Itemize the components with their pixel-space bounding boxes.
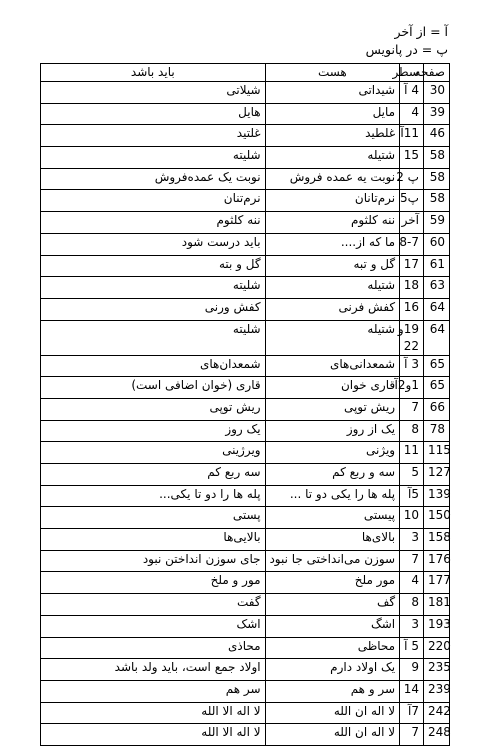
wrong-text-cell: غلطید (265, 125, 400, 147)
table-row (41, 637, 450, 659)
correct-text-cell: غلتید (41, 125, 266, 147)
wrong-text-cell: قاری خوان (265, 377, 400, 399)
correct-text-cell: نرم‌تنان (41, 190, 266, 212)
page-cell: 150 (423, 507, 449, 529)
page-cell: 139 (423, 485, 449, 507)
page-cell: 115 (423, 442, 449, 464)
page-cell: 39 (423, 103, 449, 125)
page-cell: 58 (423, 168, 449, 190)
correct-text-cell: شیلاتی (41, 82, 266, 104)
correct-text-cell: پستی (41, 507, 266, 529)
wrong-text-cell: شتیله (265, 277, 400, 299)
correct-text-cell: مور و ملخ (41, 572, 266, 594)
page-cell: 158 (423, 529, 449, 551)
wrong-text-cell: سوزن می‌انداختی جا نبود (265, 550, 400, 572)
legend-in-footnote: پ = در پانویس (365, 42, 448, 57)
line-cell: 8 (400, 420, 424, 442)
correct-text-cell: محاذی (41, 637, 266, 659)
line-cell: 7 (400, 398, 424, 420)
correct-text-cell: هایل (41, 103, 266, 125)
table-row (41, 233, 450, 255)
line-cell: 15 (400, 147, 424, 169)
table-row (41, 724, 450, 746)
page-cell: 30 (423, 82, 449, 104)
table-row (41, 572, 450, 594)
table-row (41, 615, 450, 637)
line-cell: 7 (400, 724, 424, 746)
header-row (41, 64, 450, 82)
line-cell: 10 (400, 507, 424, 529)
correct-text-cell: گفت (41, 594, 266, 616)
correct-text-cell: گل و بته (41, 255, 266, 277)
page-cell: 59 (423, 212, 449, 234)
correct-text-cell: شلیته (41, 320, 266, 355)
correct-text-cell: پله ها را دو تا یکی... (41, 485, 266, 507)
table-row (41, 168, 450, 190)
correct-text-cell: بالایی‌ها (41, 529, 266, 551)
wrong-text-cell: ویژنی (265, 442, 400, 464)
table-row (41, 298, 450, 320)
wrong-text-cell: لا اله ان الله (265, 702, 400, 724)
wrong-text-cell: پله ها را یکی دو تا ... (265, 485, 400, 507)
page-cell: 127 (423, 464, 449, 486)
line-cell: 18 (400, 277, 424, 299)
line-cell: 8-7 (400, 233, 424, 255)
page-cell: 177 (423, 572, 449, 594)
line-cell: 8 (400, 594, 424, 616)
table-row (41, 529, 450, 551)
page-cell: 176 (423, 550, 449, 572)
wrong-text-cell: پیستی (265, 507, 400, 529)
page-cell: 58 (423, 147, 449, 169)
correct-text-cell: سر هم (41, 680, 266, 702)
wrong-text-cell: شیداتی (265, 82, 400, 104)
correct-text-cell: لا اله الا الله (41, 702, 266, 724)
page-cell: 46 (423, 125, 449, 147)
wrong-text-cell: نوبت یه عمده فروش (265, 168, 400, 190)
line-cell: 1و2آ (400, 377, 424, 399)
page-cell: 193 (423, 615, 449, 637)
correct-text-cell: باید درست شود (41, 233, 266, 255)
page-cell: 235 (423, 659, 449, 681)
page-cell: 63 (423, 277, 449, 299)
table-row (41, 255, 450, 277)
correct-text-cell: ننه کلثوم (41, 212, 266, 234)
errata-table (40, 63, 450, 746)
correct-text-cell: قاری (خوان اضافی است) (41, 377, 266, 399)
line-cell: 4 (400, 572, 424, 594)
page-cell: 58 (423, 190, 449, 212)
page-cell: 181 (423, 594, 449, 616)
wrong-text-cell: سه و ربع کم (265, 464, 400, 486)
table-row (41, 398, 450, 420)
table-row (41, 377, 450, 399)
wrong-text-cell: نرم‌تانان (265, 190, 400, 212)
line-cell: 5 آ (400, 637, 424, 659)
correct-text-cell: ویرژینی (41, 442, 266, 464)
table-row (41, 659, 450, 681)
page-cell: 242 (423, 702, 449, 724)
wrong-text-cell: سر و هم (265, 680, 400, 702)
page-cell: 66 (423, 398, 449, 420)
wrong-text-cell: مور ملخ (265, 572, 400, 594)
line-cell: 5 (400, 464, 424, 486)
table-row (41, 103, 450, 125)
wrong-text-cell: یک اولاد دارم (265, 659, 400, 681)
header-page: صفحه (423, 64, 449, 82)
page-cell: 65 (423, 377, 449, 399)
wrong-text-cell: گف (265, 594, 400, 616)
table-row (41, 442, 450, 464)
table-row (41, 320, 450, 355)
table-row (41, 680, 450, 702)
header-line: سطر (400, 64, 424, 82)
page-cell: 248 (423, 724, 449, 746)
line-cell: 11 (400, 442, 424, 464)
wrong-text-cell: یک از روز (265, 420, 400, 442)
line-cell: 7آ (400, 702, 424, 724)
line-cell: 16 (400, 298, 424, 320)
header-wrong: هست (265, 64, 400, 82)
line-cell: 11آ (400, 125, 424, 147)
correct-text-cell: نوبت یک عمده‌فروش (41, 168, 266, 190)
legend-from-end: آ = از آخر (394, 24, 448, 39)
line-cell: آخر (400, 212, 424, 234)
wrong-text-cell: گل و تبه (265, 255, 400, 277)
page-cell: 64 (423, 320, 449, 355)
page-cell: 78 (423, 420, 449, 442)
page-cell: 61 (423, 255, 449, 277)
table-row (41, 550, 450, 572)
line-cell: 4 آ (400, 82, 424, 104)
line-cell: 3 آ (400, 355, 424, 377)
line-cell: 5آ (400, 485, 424, 507)
table-row (41, 147, 450, 169)
wrong-text-cell: مایل (265, 103, 400, 125)
correct-text-cell: شلیته (41, 147, 266, 169)
table-row (41, 190, 450, 212)
line-cell: 7 (400, 550, 424, 572)
wrong-text-cell: محاظی (265, 637, 400, 659)
table-row (41, 355, 450, 377)
wrong-text-cell: ننه کلثوم (265, 212, 400, 234)
wrong-text-cell: اشگ (265, 615, 400, 637)
table-row (41, 702, 450, 724)
wrong-text-cell: ریش توپی (265, 398, 400, 420)
line-cell: پ5 (400, 190, 424, 212)
line-cell: پ 2 (400, 168, 424, 190)
correct-text-cell: سه ربع کم (41, 464, 266, 486)
wrong-text-cell: شتیله (265, 320, 400, 355)
table-row (41, 277, 450, 299)
correct-text-cell: شمعدان‌های (41, 355, 266, 377)
page-cell: 220 (423, 637, 449, 659)
table-row (41, 82, 450, 104)
correct-text-cell: لا اله الا الله (41, 724, 266, 746)
table-row (41, 485, 450, 507)
correct-text-cell: شلیته (41, 277, 266, 299)
table-row (41, 212, 450, 234)
correct-text-cell: یک روز (41, 420, 266, 442)
line-cell: 3 (400, 529, 424, 551)
correct-text-cell: جای سوزن انداختن نبود (41, 550, 266, 572)
table-row (41, 420, 450, 442)
line-cell: 19و 22 (400, 320, 424, 355)
wrong-text-cell: ما که از.... (265, 233, 400, 255)
table-row (41, 464, 450, 486)
table-row (41, 594, 450, 616)
wrong-text-cell: شتیله (265, 147, 400, 169)
page-cell: 64 (423, 298, 449, 320)
page-cell: 239 (423, 680, 449, 702)
line-cell: 9 (400, 659, 424, 681)
line-cell: 17 (400, 255, 424, 277)
wrong-text-cell: شمعدانی‌های (265, 355, 400, 377)
header-correct: باید باشد (41, 64, 266, 82)
line-cell: 14 (400, 680, 424, 702)
correct-text-cell: اولاد جمع است، باید ولد باشد (41, 659, 266, 681)
wrong-text-cell: بالای‌ها (265, 529, 400, 551)
line-cell: 3 (400, 615, 424, 637)
correct-text-cell: اشک (41, 615, 266, 637)
wrong-text-cell: لا اله ان الله (265, 724, 400, 746)
correct-text-cell: ریش توپی (41, 398, 266, 420)
line-cell: 4 (400, 103, 424, 125)
table-row (41, 507, 450, 529)
wrong-text-cell: کفش فرنی (265, 298, 400, 320)
page-cell: 60 (423, 233, 449, 255)
page-cell: 65 (423, 355, 449, 377)
table-row (41, 125, 450, 147)
correct-text-cell: کفش ورنی (41, 298, 266, 320)
